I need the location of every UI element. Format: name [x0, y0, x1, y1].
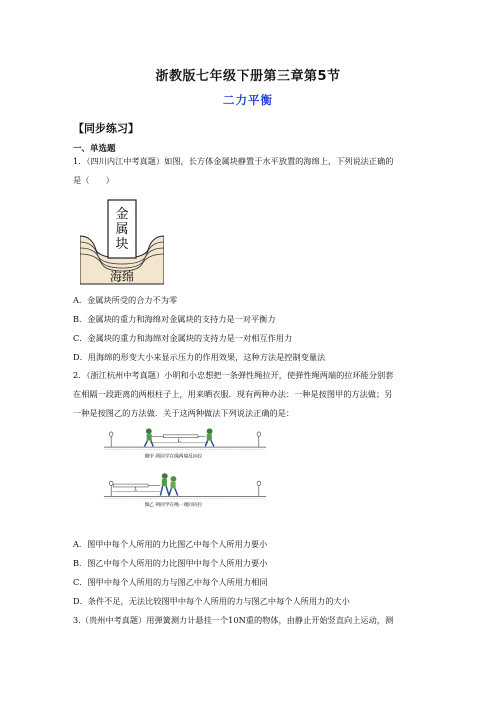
q3-stem-line-1: 3.（贵州中考真题）用弹簧测力计悬挂一个10N重的物体，由静止开始竖直向上运动，测: [73, 615, 394, 625]
length-label-bottom: L: [134, 487, 138, 493]
q2-option-c: C．图甲中每个人所用的力与图乙中每个人所用力相同: [73, 577, 268, 587]
student-left-top: [144, 428, 153, 446]
metal-block-label-1: 金: [115, 207, 129, 222]
q1-option-b: B．金属块的重力和海绵对金属块的支持力是一对平衡力: [73, 314, 276, 324]
q1-figure-metal-block-on-sponge: [80, 196, 164, 286]
post-right-top: [257, 432, 261, 447]
post-left-top: [109, 432, 113, 447]
post-left-bottom: [109, 481, 113, 496]
student-bottom-2: [169, 476, 178, 496]
length-label-top: L: [177, 439, 181, 445]
q1-option-a: A．金属块所受的合力不为零: [73, 295, 178, 305]
metal-block-label-2: 属: [115, 222, 129, 237]
q2-option-d: D．条件不足，无法比较图甲中每个人所用的力与图乙中每个人所用力的大小: [73, 596, 350, 606]
q2-figure-elastic-rope: [73, 424, 297, 534]
q2-stem-line-2: 在相隔一段距离的两根柱子上，用来晒衣服．现有两种办法：一种是按图甲的方法做；另: [73, 389, 393, 399]
subsection-title: 一、单选题: [73, 144, 116, 154]
page-subtitle: 二力平衡: [223, 93, 273, 107]
q1-stem-line-1: 1．（四川内江中考真题）如图，长方体金属块静置于水平放置的海绵上，下列说法正确的: [73, 156, 394, 166]
metal-block-label-3: 块: [115, 237, 129, 252]
q2-option-a: A．图甲中每个人所用的力比图乙中每个人所用力要小: [73, 539, 268, 549]
post-right-bottom: [257, 481, 261, 496]
elastic-rope-bottom: [113, 484, 148, 487]
q1-option-d: D．用海绵的形变大小来显示压力的作用效果，这种方法是控制变量法: [73, 352, 326, 362]
caption-bottom: 图乙 两同学在绳一端同向拉: [144, 502, 203, 508]
elastic-rope-top: [163, 435, 198, 438]
q2-stem-line-1: 2．（浙江杭州中考真题）小明和小忠想把一条弹性绳拉开，使弹性绳两端的拉环能分别套: [73, 370, 394, 380]
q2-option-b: B．图乙中每个人所用的力比图甲中每个人所用力要小: [73, 558, 268, 568]
section-title: 【同步练习】: [73, 122, 139, 135]
q1-option-c: C．金属块的重力和海绵对金属块的支持力是一对相互作用力: [73, 333, 293, 343]
page-title: 浙教版七年级下册第三章第5节: [155, 69, 341, 84]
student-right-top: [205, 428, 214, 446]
q1-stem-line-2: 是（ ）: [73, 175, 114, 185]
caption-top: 图甲 两同学在绳两端反向拉: [144, 454, 203, 460]
sponge-label: 海绵: [109, 270, 135, 284]
q2-stem-line-3: 一种是按图乙的方法做．关于这两种做法下列说法正确的是：: [73, 408, 295, 418]
student-bottom-1: [160, 473, 169, 495]
